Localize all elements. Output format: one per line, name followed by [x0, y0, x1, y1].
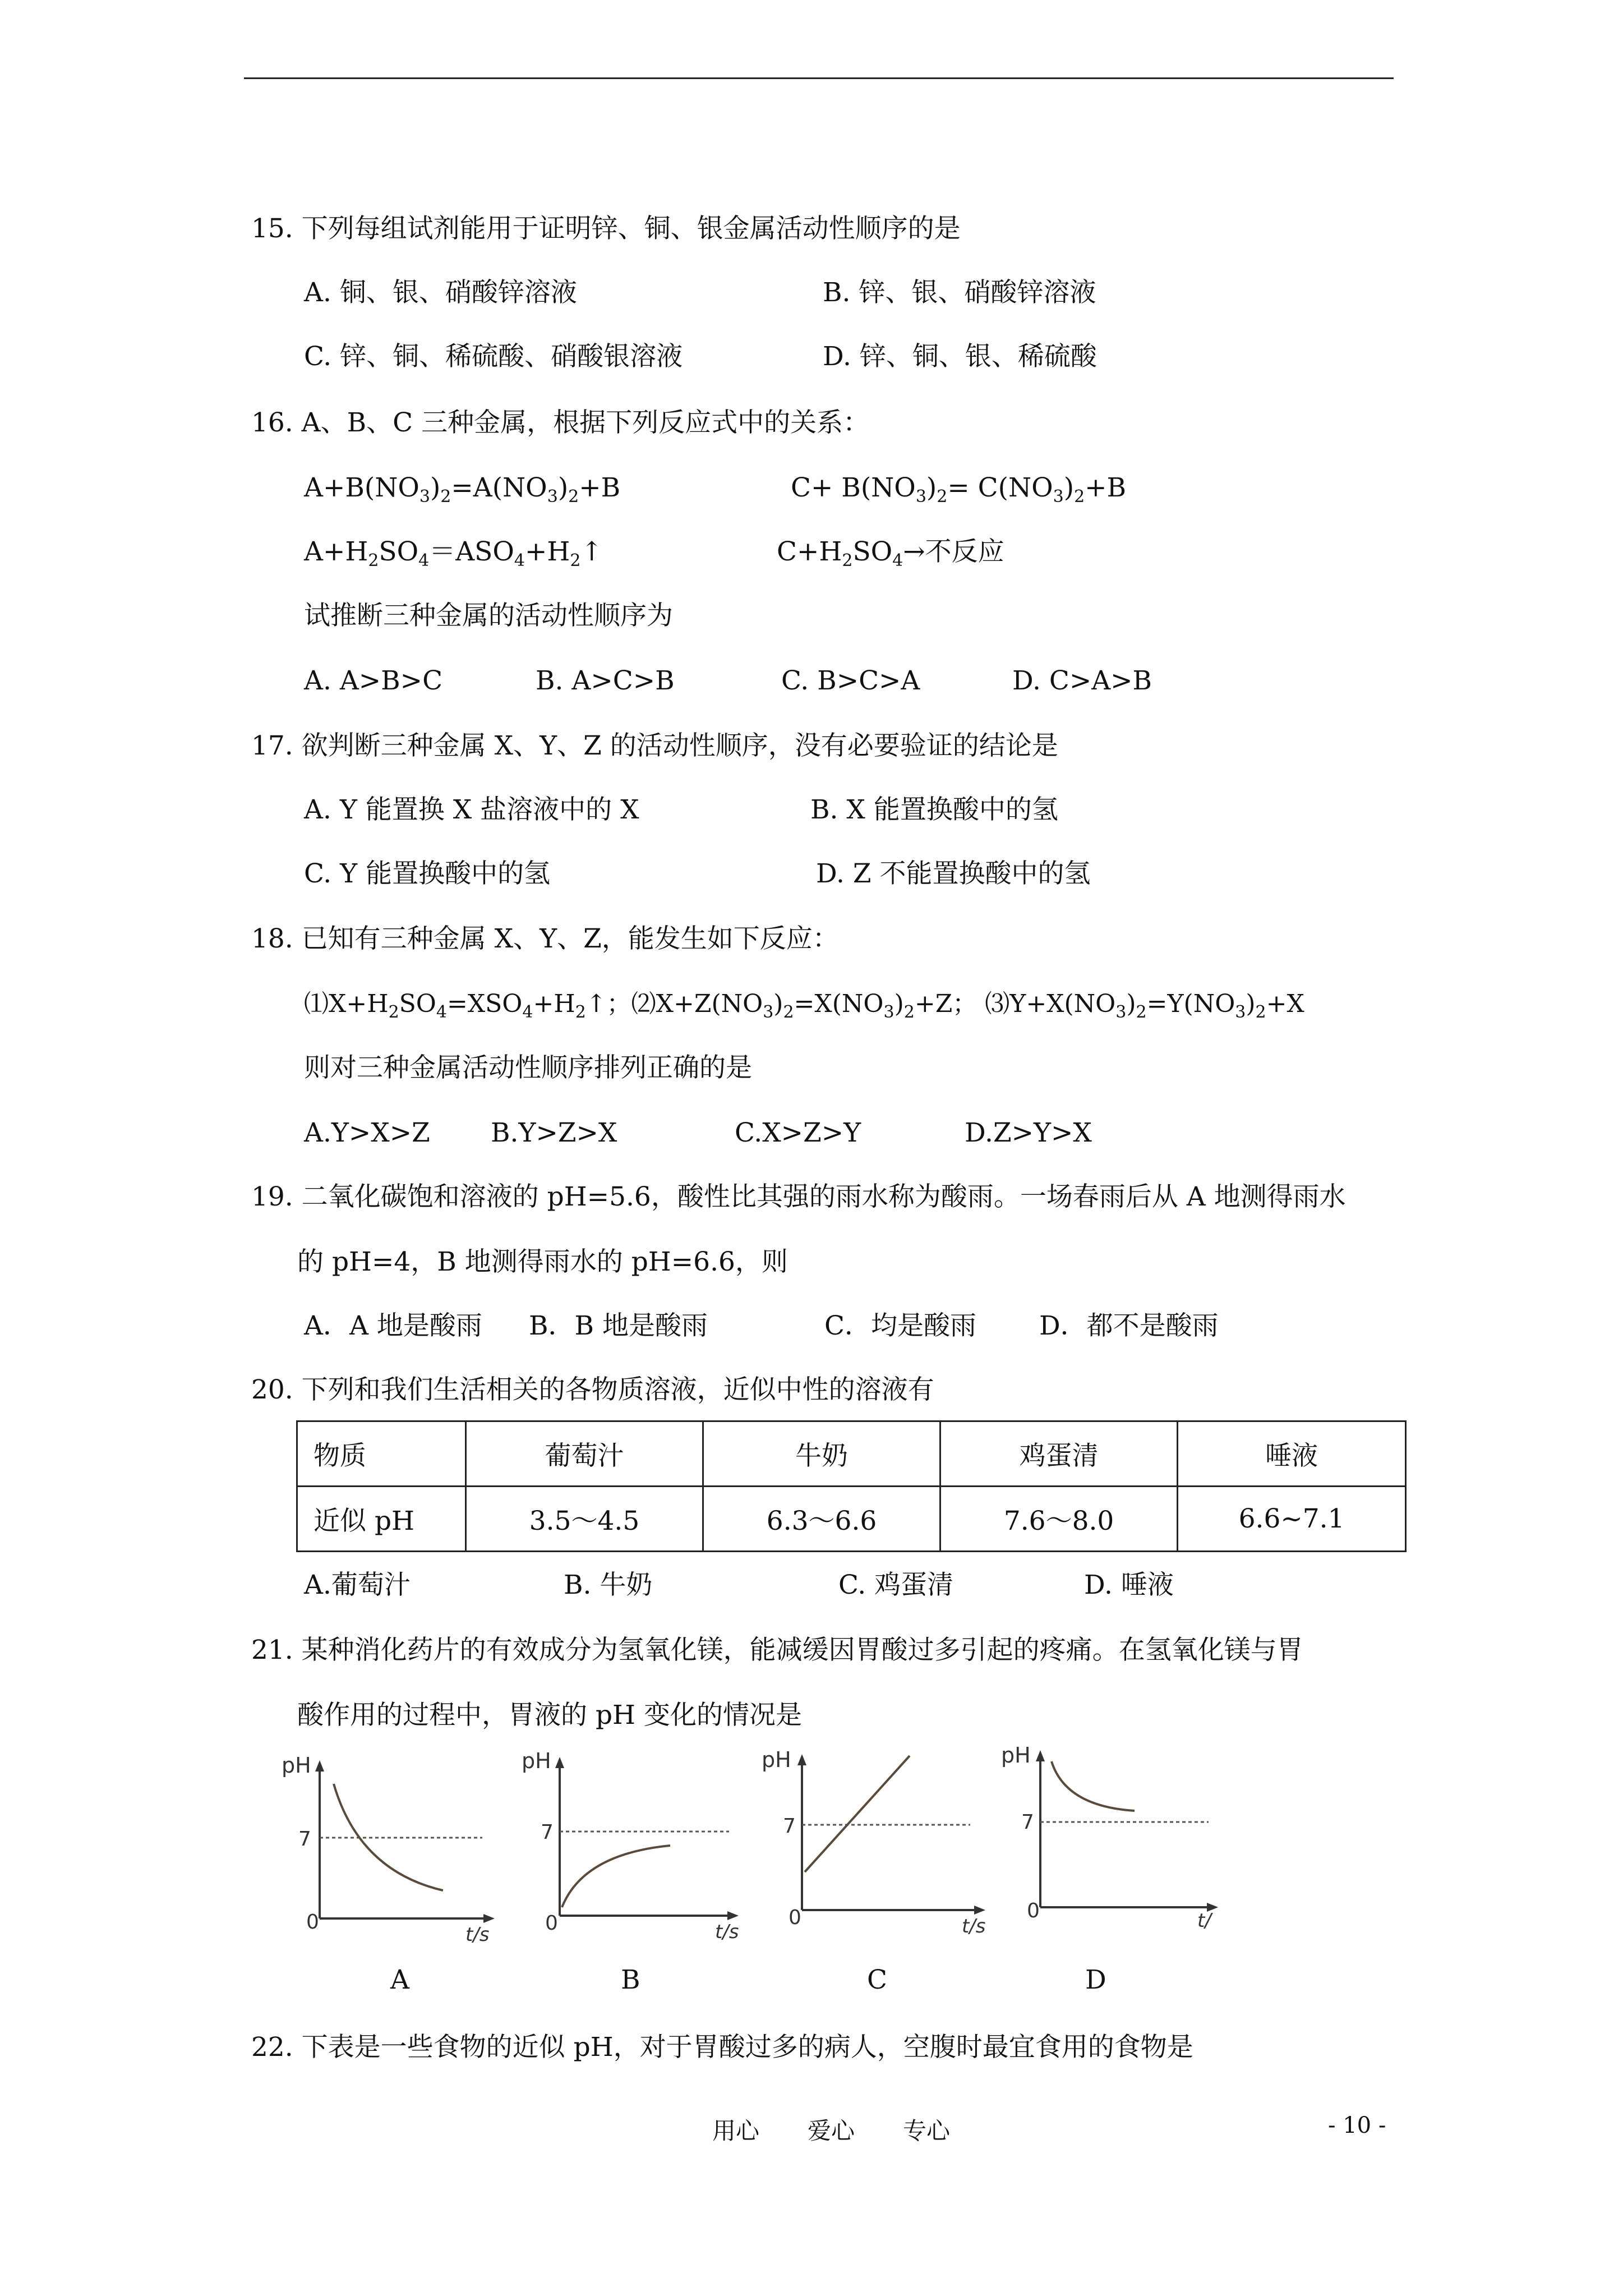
table-header-cell: 葡萄汁 [466, 1421, 703, 1487]
ph-axis-label: pH [522, 1749, 551, 1773]
q18-option-a: A.Y>X>Z [304, 1117, 430, 1148]
footer-motto-3: 专心 [903, 2117, 951, 2145]
q20-option-a: A.葡萄汁 [304, 1570, 411, 1600]
q19-option-c: C．均是酸雨 [824, 1310, 976, 1341]
q21-graph-b [516, 1745, 740, 1941]
time-axis-label: t/s [962, 1915, 986, 1938]
footer-motto-1: 用心 [712, 2117, 760, 2145]
q21-graph-label-c: C [867, 1964, 887, 1995]
time-axis-label: t/s [715, 1921, 739, 1943]
y-axis-arrow [555, 1757, 564, 1768]
table-header-cell: 唾液 [1178, 1421, 1406, 1487]
page-number: - 10 - [1328, 2113, 1386, 2138]
q17-option-d: D. Z 不能置换酸中的氢 [816, 858, 1091, 889]
q16-option-a: A. A>B>C [304, 665, 443, 696]
table-cell: 近似 pH [297, 1487, 466, 1552]
q16-reaction-2: $C+ B(NO_3)_2= C(NO_3)_2+B$ [791, 472, 1127, 507]
q20-option-b: B. 牛奶 [564, 1570, 653, 1600]
q20-option-c: C. 鸡蛋清 [838, 1570, 954, 1600]
footer-motto-2: 爱心 [808, 2117, 855, 2145]
q16-reaction-1: $A+B(NO_3)_2=A(NO_3)_2+B$ [304, 472, 621, 507]
q17-stem: 17. 欲判断三种金属 X、Y、Z 的活动性顺序，没有必要验证的结论是 [251, 730, 1058, 761]
ph-curve-b [562, 1846, 670, 1907]
ph-curve-d [1052, 1761, 1135, 1811]
table-cell: 6.6~7.1 [1178, 1487, 1406, 1552]
y-axis-arrow [315, 1760, 324, 1772]
table-row [297, 1487, 1406, 1552]
q17-option-c: C. Y 能置换酸中的氢 [304, 858, 551, 889]
q21-graph-label-d: D [1085, 1964, 1106, 1995]
q21-graph-label-b: B [621, 1964, 640, 1995]
q19-option-b: B．B 地是酸雨 [529, 1310, 708, 1341]
q19-option-a: A．A 地是酸雨 [304, 1310, 482, 1341]
q15-option-b: B. 锌、银、硝酸锌溶液 [823, 277, 1096, 308]
q16-prompt: 试推断三种金属的活动性顺序为 [304, 600, 673, 631]
q15-option-a: A. 铜、银、硝酸锌溶液 [304, 277, 577, 308]
q21-graph-d [995, 1739, 1225, 1935]
q18-prompt: 则对三种金属活动性顺序排列正确的是 [304, 1052, 752, 1083]
q21-graph-a [275, 1750, 499, 1946]
ph-axis-label: pH [762, 1747, 791, 1772]
x-axis-arrow [974, 1906, 985, 1915]
q20-option-d: D. 唾液 [1084, 1570, 1174, 1600]
q18-option-b: B.Y>Z>X [491, 1117, 617, 1148]
table-cell: 3.5～4.5 [466, 1487, 703, 1552]
x-axis-arrow [727, 1911, 739, 1920]
q16-reaction-3: $A+H_2SO_4=ASO_4+H_2↑$ [304, 536, 603, 570]
q15-stem: 15. 下列每组试剂能用于证明锌、铜、银金属活动性顺序的是 [251, 213, 961, 244]
table-header-cell: 物质 [297, 1421, 466, 1487]
q15-option-d: D. 锌、铜、银、稀硫酸 [823, 341, 1097, 372]
ph7-tick-label: 7 [783, 1815, 796, 1838]
q18-stem: 18. 已知有三种金属 X、Y、Z，能发生如下反应： [251, 923, 839, 954]
q15-option-c: C. 锌、铜、稀硫酸、硝酸银溶液 [304, 341, 683, 372]
q16-option-c: C. B>C>A [781, 665, 920, 696]
q21-stem-line2: 酸作用的过程中，胃液的 pH 变化的情况是 [297, 1700, 802, 1731]
origin-label: 0 [545, 1912, 558, 1935]
y-axis-arrow [1036, 1750, 1045, 1761]
q16-option-b: B. A>C>B [536, 665, 675, 696]
q19-stem-line2: 的 pH=4，B 地测得雨水的 pH=6.6，则 [297, 1246, 788, 1277]
q20-stem: 20. 下列和我们生活相关的各物质溶液，近似中性的溶液有 [251, 1374, 934, 1405]
ph7-tick-label: 7 [541, 1821, 554, 1844]
q17-option-b: B. X 能置换酸中的氢 [810, 794, 1058, 825]
q20-ph-table [296, 1420, 1407, 1552]
ph-line-c [805, 1756, 910, 1872]
q21-graph-c [757, 1742, 987, 1938]
q16-reaction-4: $C+H_2SO_4\to$不反应 [777, 536, 1004, 570]
q21-graph-label-a: A [390, 1964, 409, 1995]
x-axis-arrow [483, 1914, 495, 1923]
q17-option-a: A. Y 能置换 X 盐溶液中的 X [304, 794, 639, 825]
q18-equations: $⑴X+H_2SO_4=XSO_4+H_2↑$；$⑵X+Z(NO_3)_2=X(NO_3)_2+Z$； $⑶Y+X(NO_3)_2=Y(NO_3)_2+X$ [304, 990, 1304, 1022]
ph-axis-label: pH [1001, 1743, 1031, 1768]
time-axis-label: t/s [465, 1924, 490, 1946]
q22-stem: 22. 下表是一些食物的近似 pH，对于胃酸过多的病人，空腹时最宜食用的食物是 [251, 2032, 1193, 2063]
table-cell: 6.3～6.6 [703, 1487, 940, 1552]
ph7-tick-label: 7 [298, 1828, 311, 1851]
table-header-cell: 鸡蛋清 [940, 1421, 1178, 1487]
q16-option-d: D. C>A>B [1012, 665, 1152, 696]
q19-stem-line1: 19. 二氧化碳饱和溶液的 pH=5.6，酸性比其强的雨水称为酸雨。一场春雨后从 A 地测得雨水 [251, 1181, 1346, 1212]
q18-option-d: D.Z>Y>X [965, 1117, 1092, 1148]
q19-option-d: D．都不是酸雨 [1039, 1310, 1219, 1341]
table-header-cell: 牛奶 [703, 1421, 940, 1487]
q18-option-c: C.X>Z>Y [735, 1117, 861, 1148]
table-cell: 7.6～8.0 [940, 1487, 1178, 1552]
table-header-row [297, 1421, 1406, 1487]
q21-stem-line1: 21. 某种消化药片的有效成分为氢氧化镁，能减缓因胃酸过多引起的疼痛。在氢氧化镁与胃 [251, 1635, 1303, 1665]
header-rule [244, 77, 1394, 79]
time-axis-label: t/ [1197, 1910, 1211, 1932]
ph7-tick-label: 7 [1021, 1811, 1034, 1834]
q16-stem: 16. A、B、C 三种金属，根据下列反应式中的关系： [251, 407, 870, 438]
origin-label: 0 [1027, 1899, 1040, 1922]
ph-axis-label: pH [282, 1753, 311, 1778]
origin-label: 0 [306, 1911, 319, 1934]
origin-label: 0 [789, 1906, 801, 1929]
y-axis-arrow [797, 1754, 806, 1765]
